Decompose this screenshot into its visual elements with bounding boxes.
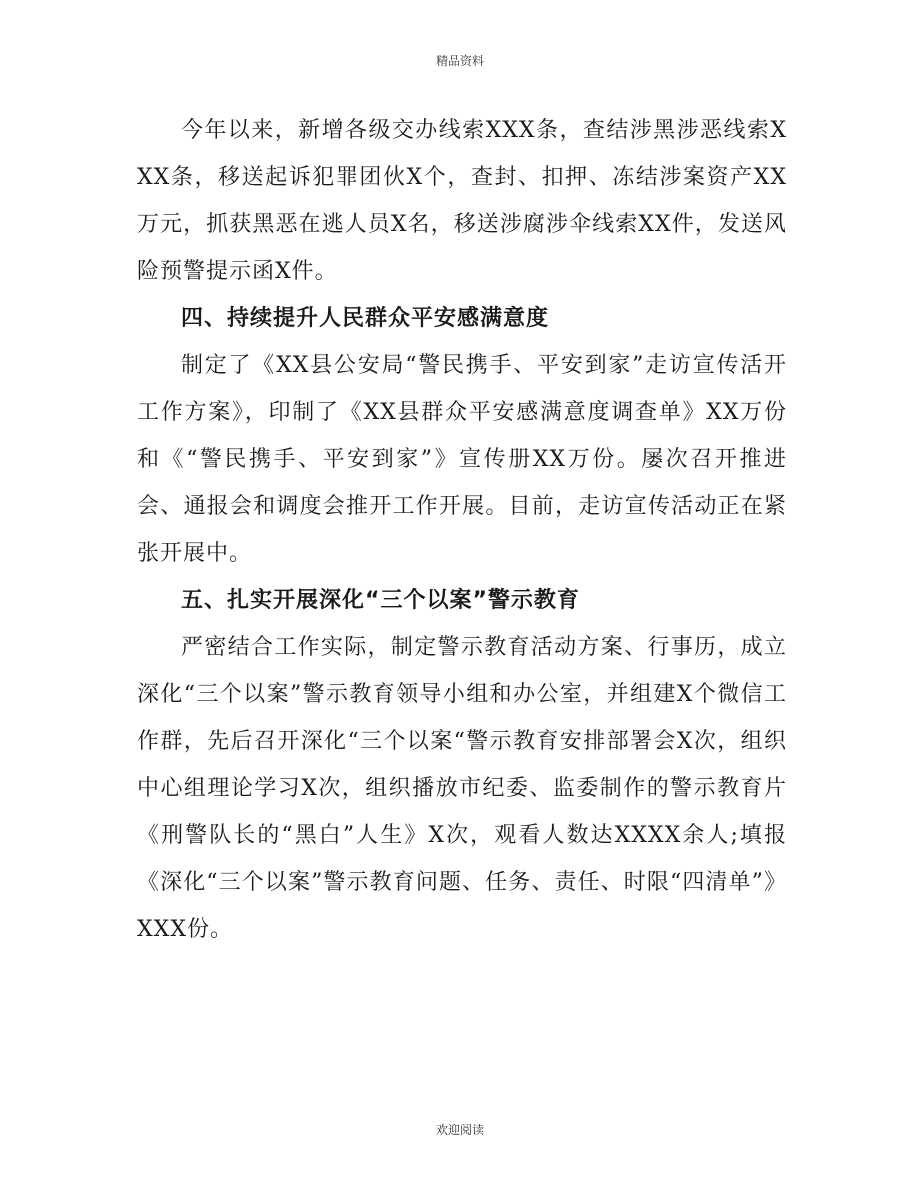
paragraph-satisfaction: 制定了《XX县公安局“警民携手、平安到家”走访宣传活开工作方案》，印制了《XX县群众平安感满意度调查单》XX万份和《“警民携手、平安到家”》宣传册XX万份。屡次召开推进会、通报会和调度会推开工作开展。目前，走访宣传活动正在紧张开展中。	[137, 353, 787, 566]
page-header: 精品资料	[435, 54, 484, 68]
page-footer: 欢迎阅读	[435, 1123, 484, 1137]
document-body	[137, 107, 787, 953]
section-heading-5: 五、扎实开展深化“三个以案”警示教育	[181, 588, 580, 613]
paragraph-warning-education: 严密结合工作实际，制定警示教育活动方案、行事历，成立深化“三个以案”警示教育领导小组和办公室，并组建X个微信工作群，先后召开深化“三个以案“警示教育安排部署会X次，组织中心组理论学习X次，组织播放市纪委、监委制作的警示教育片《刑警队长的“黑白”人生》X次，观看人数达XXXX余人;填报《深化“三个以案”警示教育问题、任务、责任、时限“四清单”》XXX份。	[137, 635, 787, 942]
paragraph-statistics: 今年以来，新增各级交办线索XXX条，查结涉黑涉恶线索XXX条，移送起诉犯罪团伙X个，查封、扣押、冻结涉案资产XX万元，抓获黑恶在逃人员X名，移送涉腐涉伞线索XX件，发送风险预警提示函X件。	[137, 118, 787, 284]
section-heading-4: 四、持续提升人民群众平安感满意度	[181, 306, 550, 331]
